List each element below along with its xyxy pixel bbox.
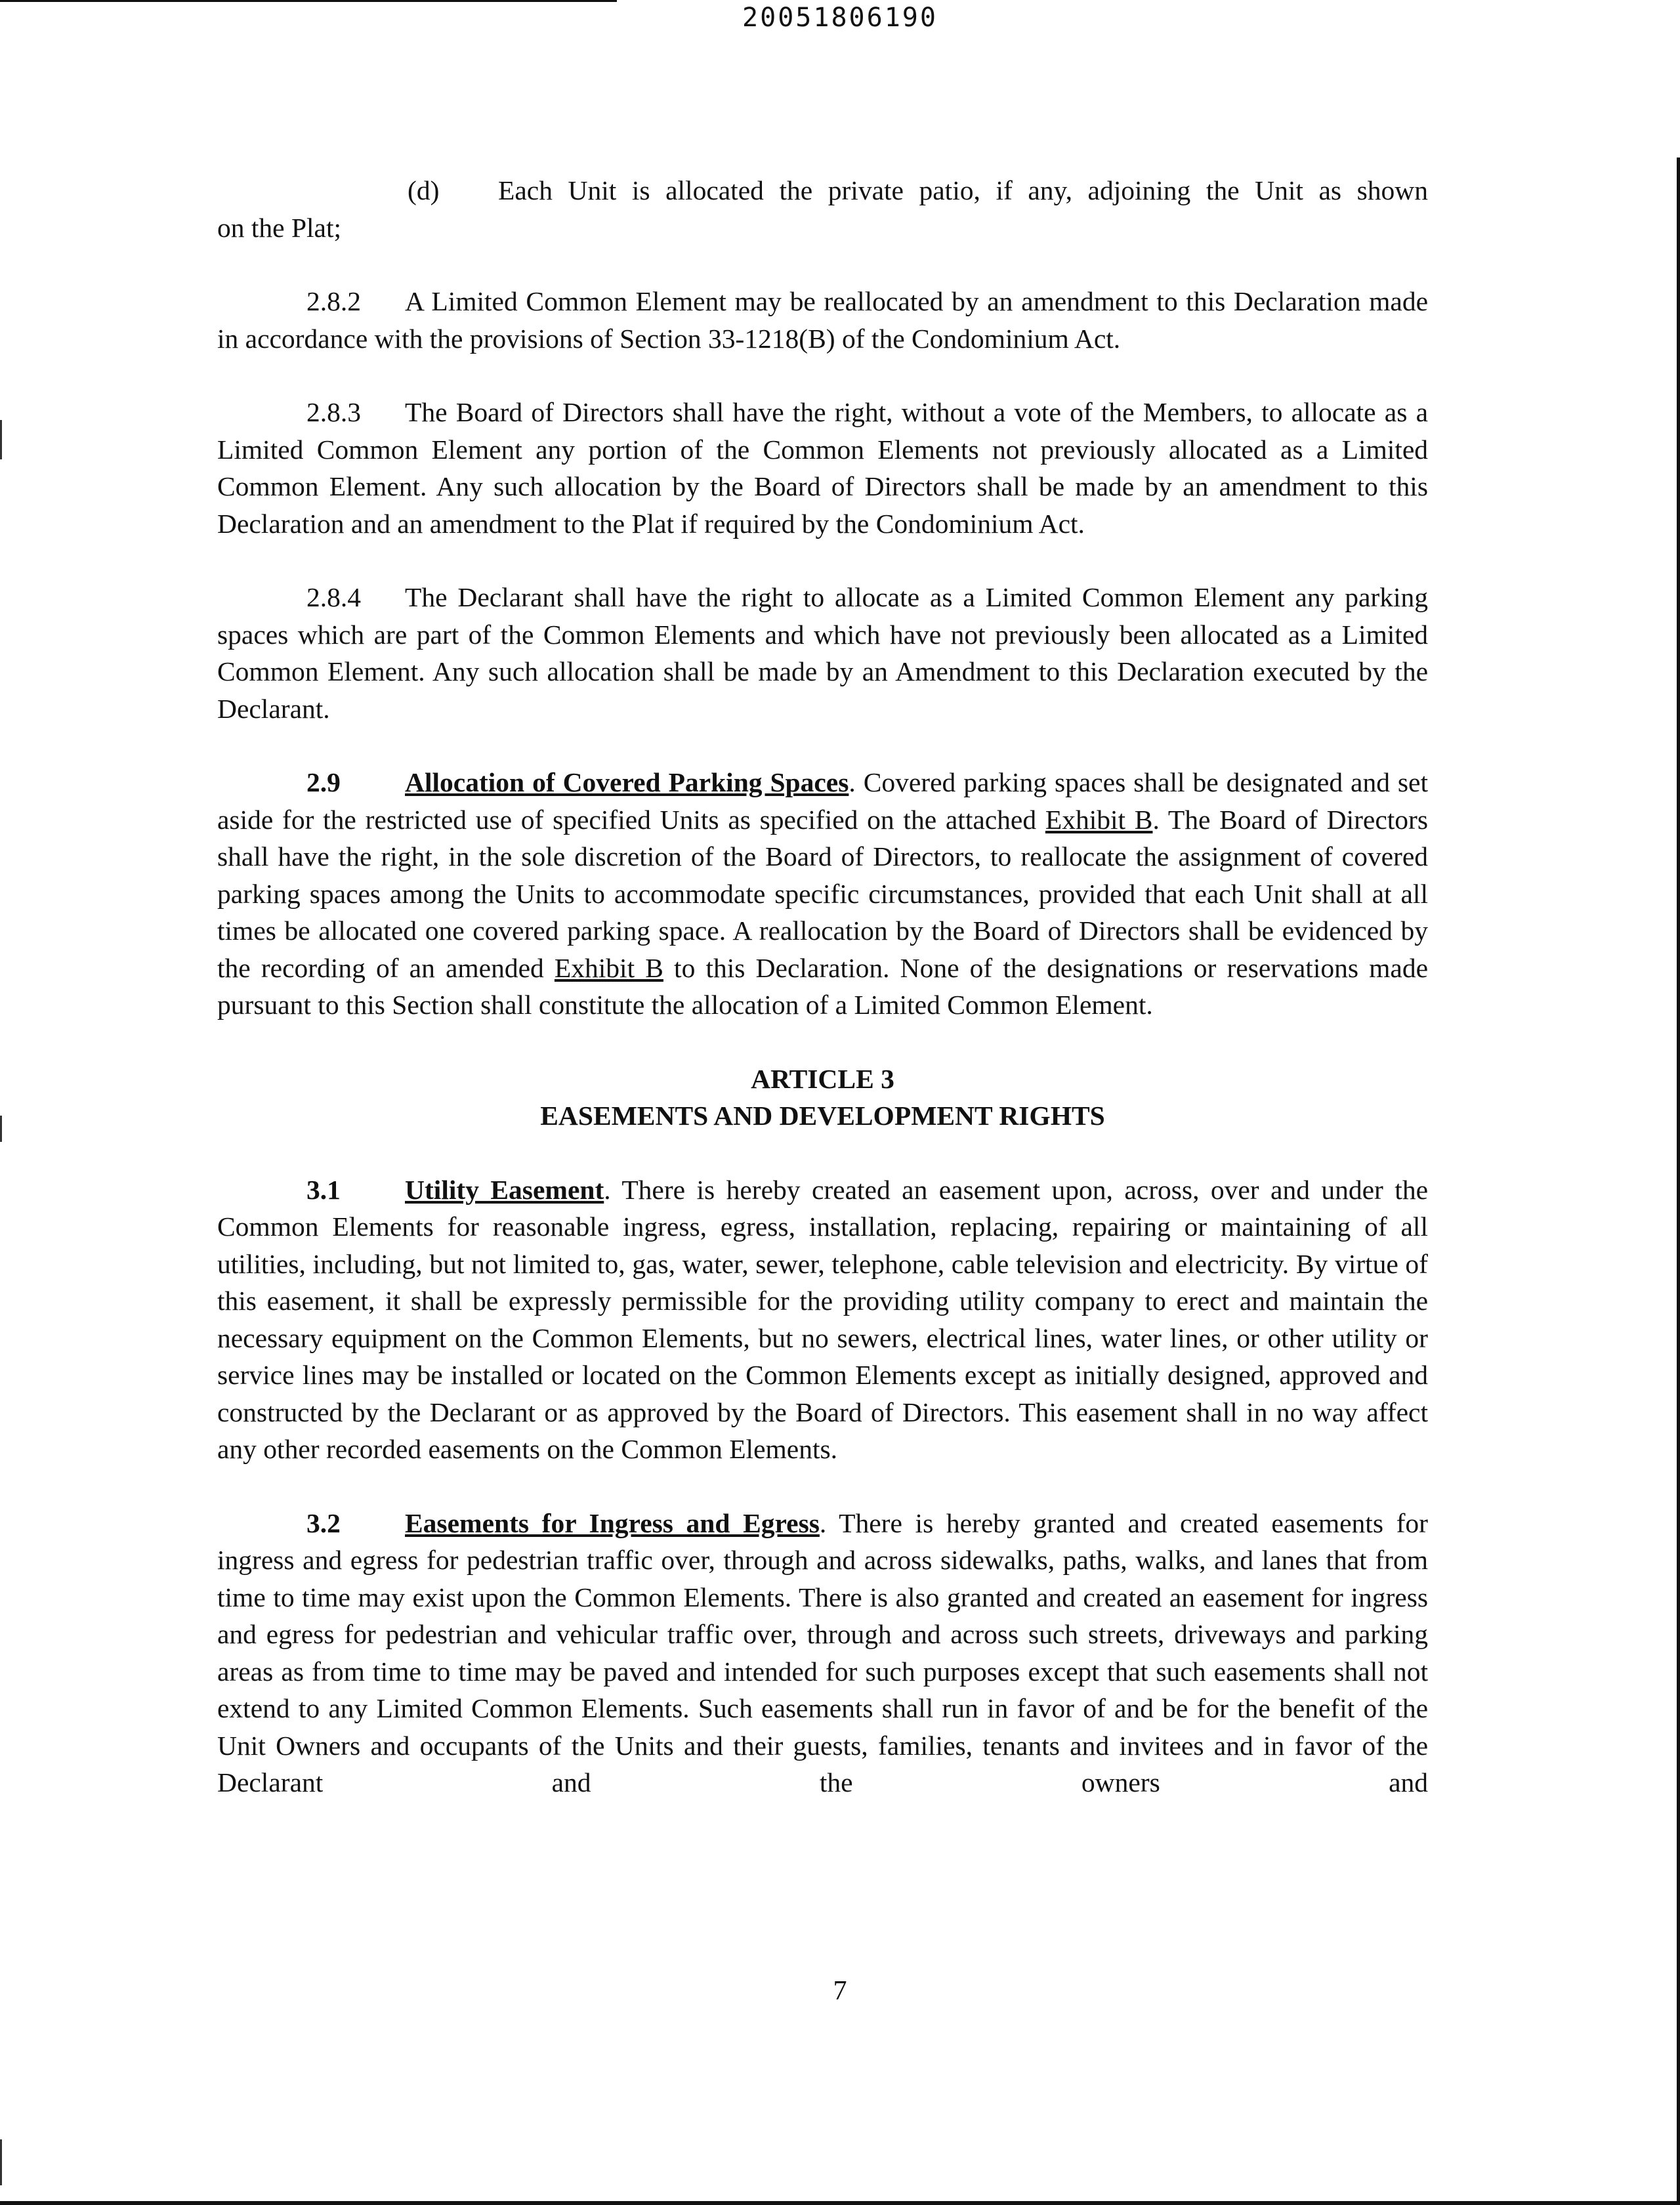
paragraph-text: The Declarant shall have the right to allocate as a Limited Common Element any parking spaces which are part of the Common Elements and which have not previously been allocated as a Limited Common Element. Any such allocation shall be made by an Amendment to this Declaration executed by the Declarant.	[217, 582, 1428, 724]
paragraph-2-8-3	[217, 394, 1428, 542]
paragraph-text: The Board of Directors shall have the right, without a vote of the Members, to allocate as a Limited Common Element any portion of the Common Elements not previously allocated as a Limited Common Element. Any such allocation by the Board of Directors shall be made by an amendment to this Declaration and an amendment to the Plat if required by the Condominium Act.	[217, 397, 1428, 539]
paragraph-text: . The Board of Directors shall have the right, in the sole discretion of the Board of Directors, to reallocate the assignment of covered parking spaces among the Units to accommodate specific circumstances, provided that each Unit shall at all times be allocated one covered parking space. A reallocation by the Board of Directors shall be evidenced by the recording of an amended	[217, 804, 1429, 983]
paragraph-text: to this Declaration. None of the designations or reservations made pursuant to this Section shall constitute the allocation of a Limited Common Element.	[217, 952, 1429, 1020]
item-label: (d)	[408, 175, 440, 205]
section-heading: Easements for Ingress and Egress	[405, 1507, 820, 1538]
paragraph-2-8-4	[217, 579, 1428, 727]
paragraph-text: . Covered parking spaces shall be designated and set aside for the restricted use of specified Units as specified on the attached	[217, 767, 1428, 835]
exhibit-reference: Exhibit B	[1045, 804, 1153, 835]
paragraph-text-continued: on the Plat;	[217, 212, 342, 243]
paragraph-3-2	[217, 1505, 1428, 1801]
section-number: 3.2	[306, 1507, 341, 1538]
scan-border-right	[1677, 158, 1680, 2205]
scan-edge-line	[0, 0, 617, 2]
scan-mark	[0, 1116, 2, 1142]
section-number: 2.8.2	[306, 286, 361, 316]
scan-mark	[0, 2139, 2, 2185]
article-number: ARTICLE 3	[751, 1063, 894, 1094]
exhibit-reference: Exhibit B	[554, 952, 663, 983]
section-number: 2.9	[306, 767, 341, 797]
paragraph-d	[217, 172, 1428, 246]
article-title: EASEMENTS AND DEVELOPMENT RIGHTS	[540, 1101, 1105, 1131]
section-heading: Allocation of Covered Parking Spaces	[405, 767, 849, 797]
paragraph-2-8-2	[217, 283, 1428, 357]
article-heading	[217, 1060, 1428, 1135]
section-number: 2.8.3	[306, 397, 361, 427]
section-number: 2.8.4	[306, 582, 361, 612]
paragraph-text: . There is hereby granted and created easements for ingress and egress for pedestrian traffic over, through and across sidewalks, paths, walks, and lanes that from time to time may exist upon the Common Elements. There is also granted and created an easement for ingress and egress for pedestrian and vehicular traffic over, through and across such streets, driveways and parking areas as from time to time may be paved and intended for such purposes except that such easements shall not extend to any Limited Common Elements. Such easements shall run in favor of and be for the benefit of the Unit Owners and occupants of the Units and their guests, families, tenants and invitees and in favor of the Declarant and the owners and	[217, 1507, 1428, 1797]
scan-mark	[0, 420, 2, 459]
document-body	[217, 172, 1428, 1838]
paragraph-2-9	[217, 764, 1428, 1024]
section-heading: Utility Easement	[405, 1174, 604, 1205]
paragraph-text: Each Unit is allocated the private patio, if any, adjoining the Unit as shown	[498, 175, 1428, 205]
paragraph-3-1	[217, 1171, 1428, 1468]
page-number: 7	[833, 1976, 847, 2006]
scan-border-bottom	[0, 2201, 1680, 2205]
section-number: 3.1	[306, 1174, 341, 1205]
paragraph-text: A Limited Common Element may be reallocated by an amendment to this Declaration made in accordance with the provisions of Section 33-1218(B) of the Condominium Act.	[217, 286, 1428, 354]
paragraph-text: . There is hereby created an easement upon, across, over and under the Common Elements for reasonable ingress, egress, installation, replacing, repairing or maintaining of all utilities, including, but not limited to, gas, water, sewer, telephone, cable television and electricity. By virtue of this easement, it shall be expressly permissible for the providing utility company to erect and maintain the necessary equipment on the Common Elements, but no sewers, electrical lines, water lines, or other utility or service lines may be installed or located on the Common Elements except as initially designed, approved and constructed by the Declarant or as approved by the Board of Directors. This easement shall in no way affect any other recorded easements on the Common Elements.	[217, 1174, 1428, 1464]
document-number: 20051806190	[742, 3, 938, 33]
